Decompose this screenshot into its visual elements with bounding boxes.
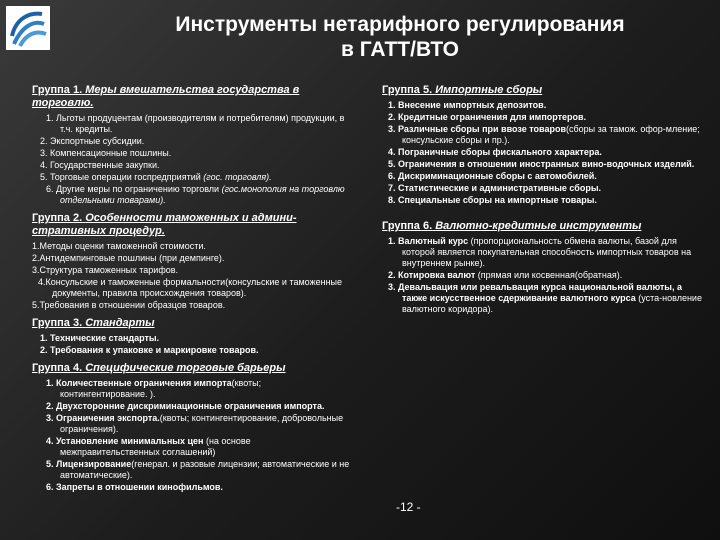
left-column bbox=[32, 84, 350, 499]
list-item: 5.Требования в отношении образцов товаров. bbox=[32, 300, 226, 310]
item-main: 6. Запреты в отношении кинофильмов. bbox=[46, 482, 223, 492]
group-1-name: Группа 1. bbox=[32, 84, 83, 96]
item-main: 3. Ограничения экспорта. bbox=[46, 413, 160, 423]
list-item: 1. Льготы продуцентам (производителям и потребителям) продукции, в т.ч. кредиты. bbox=[46, 113, 345, 134]
group-3-title: Стандарты bbox=[85, 317, 155, 329]
item-main: 1. Количественные ограничения импорта bbox=[46, 378, 232, 388]
list-item bbox=[40, 459, 350, 481]
list-item: 8. Специальные сборы на импортные товары. bbox=[388, 195, 597, 205]
list-item: 2. Кредитные ограничения для импортеров. bbox=[388, 112, 587, 122]
item-main: 2. Котировка валют bbox=[388, 270, 478, 280]
list-item bbox=[382, 236, 704, 269]
list-item: 6. Дискриминационные сборы с автомобилей. bbox=[388, 171, 597, 181]
title-line-2: в ГАТТ/ВТО bbox=[341, 38, 459, 61]
item-note: (генерал. и разовые лицензии; автоматические и не автоматические). bbox=[60, 459, 350, 480]
group-5-header bbox=[382, 84, 704, 97]
group-1-header bbox=[32, 84, 350, 110]
group-4-name: Группа 4. bbox=[32, 362, 83, 374]
group-4-header bbox=[32, 362, 350, 375]
item-main: 3. Различные сборы при ввозе товаров bbox=[388, 124, 566, 134]
list-item: 1.Методы оценки таможенной стоимости. bbox=[32, 241, 206, 251]
item-main: 5. Торговые операции госпредприятий bbox=[40, 172, 204, 182]
item-note: (прямая или косвенная(обратная). bbox=[477, 270, 623, 280]
page-number: -12 - bbox=[396, 500, 421, 514]
list-item bbox=[40, 436, 350, 458]
item-main: 5. Лицензирование bbox=[46, 459, 132, 469]
group-6-header bbox=[382, 220, 704, 233]
group-1-list bbox=[32, 113, 350, 206]
list-item bbox=[40, 378, 350, 400]
list-item bbox=[40, 184, 350, 206]
group-4-title: Специфические торговые барьеры bbox=[85, 362, 286, 374]
list-item: 3.Структура таможенных тарифов. bbox=[32, 265, 179, 275]
list-item bbox=[40, 482, 350, 493]
item-note: (на основе межправительственных соглашений) bbox=[60, 436, 251, 457]
group-2-name: Группа 2. bbox=[32, 212, 83, 224]
list-item bbox=[40, 401, 350, 412]
list-item: 1. Технические стандарты. bbox=[40, 333, 160, 343]
list-item bbox=[40, 172, 350, 183]
group-4-list bbox=[32, 378, 350, 493]
group-6-name: Группа 6. bbox=[382, 220, 433, 232]
group-6-title: Валютно-кредитные инструменты bbox=[435, 220, 642, 232]
item-note: (гос. торговля). bbox=[203, 172, 272, 182]
page-title bbox=[120, 12, 680, 62]
list-item: 4. Государственные закупки. bbox=[40, 160, 160, 170]
group-3-list bbox=[32, 333, 350, 356]
item-note: (гос.монополия на торговлю отдельными товарами). bbox=[60, 184, 345, 205]
list-item: 3. Компенсационные пошлины. bbox=[40, 148, 172, 158]
item-main: 1. Валютный курс bbox=[388, 236, 471, 246]
right-column bbox=[382, 84, 704, 321]
item-main: 6. Другие меры по ограничению торговли bbox=[46, 184, 222, 194]
list-item: 7. Статистические и административные сборы. bbox=[388, 183, 602, 193]
group-2-title: Особенности таможенных и админи-стративных процедур. bbox=[32, 212, 297, 237]
list-item: 1. Внесение импортных депозитов. bbox=[388, 100, 547, 110]
group-5-title: Импортные сборы bbox=[435, 84, 543, 96]
item-main: 4. Установление минимальных цен bbox=[46, 436, 206, 446]
list-item bbox=[40, 413, 350, 435]
list-item: 2.Антидемпинговые пошлины (при демпинге). bbox=[32, 253, 225, 263]
group-6-list bbox=[382, 236, 704, 315]
list-item bbox=[382, 124, 704, 146]
group-3-header bbox=[32, 317, 350, 330]
item-note: (уста-новление валютного коридора). bbox=[402, 293, 702, 314]
group-5-list bbox=[382, 100, 704, 206]
list-item: 2. Требования к упаковке и маркировке товаров. bbox=[40, 345, 259, 355]
item-main: 3. Девальвация или ревальвация курса национальной валюты, а также искусственное сдерживание валютного курса bbox=[388, 282, 683, 303]
list-item: 5. Ограничения в отношении иностранных вино-водочных изделий. bbox=[388, 159, 695, 169]
list-item: 4.Консульские и таможенные формальности(консульские и таможенные документы, правила происхождения товаров). bbox=[38, 277, 343, 298]
wto-logo-icon bbox=[6, 6, 50, 50]
group-2-header bbox=[32, 212, 350, 238]
list-item: 2. Экспортные субсидии. bbox=[40, 136, 145, 146]
item-main: 2. Двухсторонние дискриминационные ограничения импорта. bbox=[46, 401, 325, 411]
list-item: 4. Пограничные сборы фискального характера. bbox=[388, 147, 602, 157]
list-item bbox=[382, 270, 704, 281]
group-1-title: Меры вмешательства государства в торговлю. bbox=[32, 84, 300, 109]
group-5-name: Группа 5. bbox=[382, 84, 433, 96]
item-note: (пропорциональность обмена валюты, базой для которой является покупательная способность импортных товаров на внутреннем рынке). bbox=[402, 236, 692, 268]
group-2-list bbox=[32, 241, 350, 311]
item-note: (квоты; контингентирование, добровольные ограничения). bbox=[60, 413, 344, 434]
group-3-name: Группа 3. bbox=[32, 317, 83, 329]
item-note: (квоты; контингентирование. ). bbox=[60, 378, 262, 399]
title-line-1: Инструменты нетарифного регулирования bbox=[175, 13, 625, 36]
list-item bbox=[382, 282, 704, 315]
item-note: (сборы за тамож. офор-мление; консульские сборы и пр.). bbox=[402, 124, 700, 145]
